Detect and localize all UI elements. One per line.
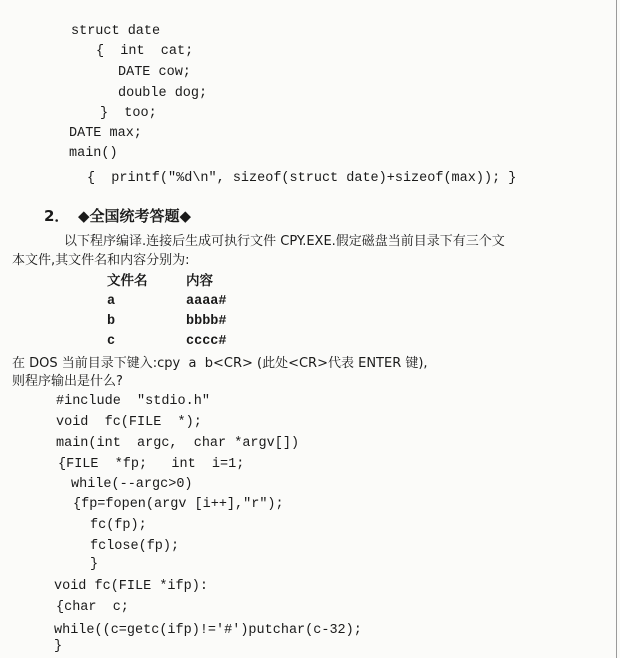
code2-line-2: void fc(FILE *); — [56, 415, 202, 430]
code-line-7: main() — [69, 146, 118, 161]
table-cell-content: aaaa# — [186, 294, 227, 309]
code-line-6: DATE max; — [69, 126, 142, 141]
table-cell-name: a — [107, 294, 116, 309]
output-question: 则程序输出是什么? — [12, 374, 123, 389]
table-header-content: 内容 — [186, 273, 213, 289]
code2-line-6: {fp=fopen(argv [i++],"r"); — [73, 497, 284, 512]
code2-line-13: } — [54, 639, 63, 654]
page-edge — [616, 0, 617, 658]
question-number: 2． — [44, 207, 70, 225]
code-line-3: DATE cow; — [118, 65, 191, 80]
code-line-5: } too; — [100, 106, 157, 121]
code2-line-9: } — [90, 557, 99, 572]
intro-line-1: 以下程序编译.连接后生成可执行文件 CPY.EXE.假定磁盘当前目录下有三个文 — [64, 234, 505, 249]
code2-line-12: while((c=getc(ifp)!='#')putchar(c-32); — [54, 623, 362, 638]
dos-instruction: 在 DOS 当前目录下键入:cpy a b<CR> (此处<CR>代表 ENTER 键), — [12, 356, 428, 371]
code2-line-7: fc(fp); — [90, 518, 147, 533]
code-line-1: struct date — [71, 24, 161, 39]
code2-line-1: #include "stdio.h" — [56, 394, 210, 409]
table-cell-content: bbbb# — [186, 314, 227, 329]
code-line-2: { int cat; — [96, 44, 194, 59]
intro-line-2: 本文件,其文件名和内容分别为: — [12, 253, 190, 268]
table-cell-content: cccc# — [186, 334, 227, 349]
code2-line-3: main(int argc, char *argv[]) — [56, 436, 300, 451]
code-line-8: { printf("%d\n", sizeof(struct date)+sizeof(max)); } — [87, 171, 517, 186]
table-header-filename: 文件名 — [107, 273, 148, 289]
code2-line-8: fclose(fp); — [90, 539, 180, 554]
question-heading: ◆全国统考答题◆ — [78, 207, 192, 225]
code2-line-11: {char c; — [56, 600, 129, 615]
table-cell-name: b — [107, 314, 116, 329]
code2-line-10: void fc(FILE *ifp): — [54, 579, 208, 594]
code-line-4: double dog; — [118, 86, 208, 101]
code2-line-5: while(--argc>0) — [71, 477, 193, 492]
code2-line-4: {FILE *fp; int i=1; — [58, 457, 245, 472]
table-cell-name: c — [107, 334, 116, 349]
